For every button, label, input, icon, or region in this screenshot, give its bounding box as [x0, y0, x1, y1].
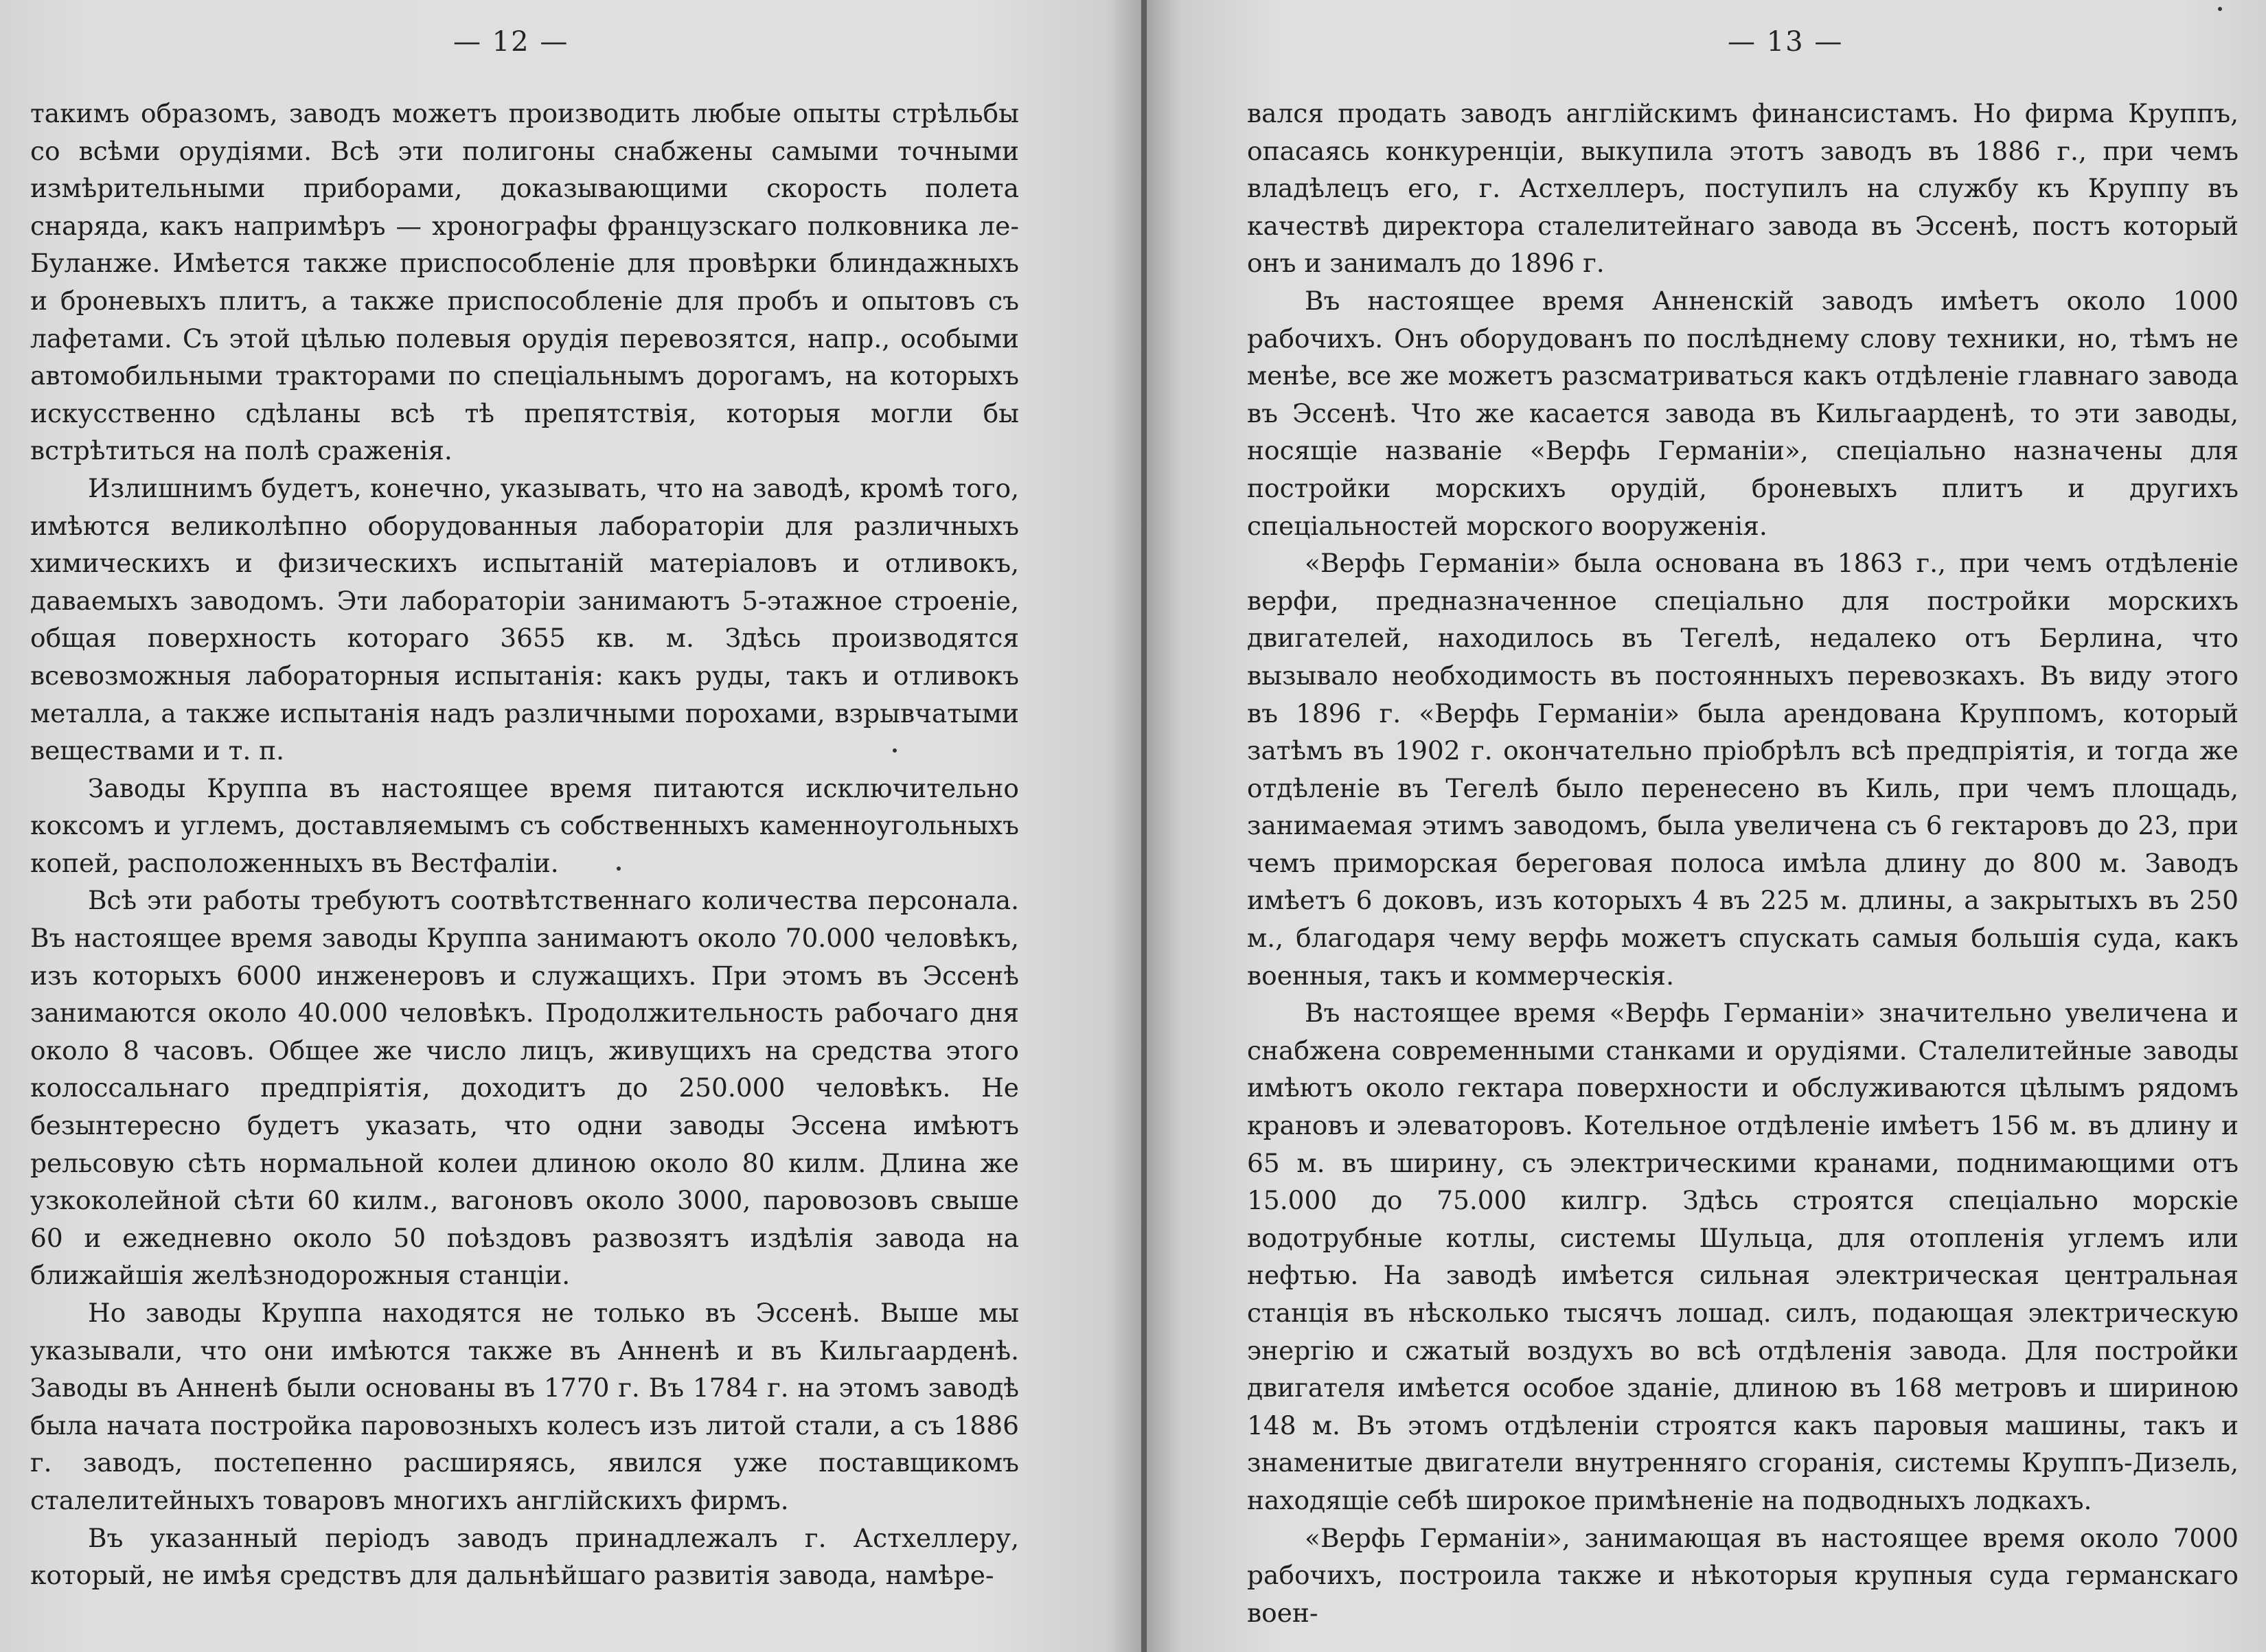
- paragraph: «Верфь Германіи» была основана въ 1863 г., при чемъ отдѣленіе верфи, предназначенное спеціально для постройки морскихъ двигателей, находилось въ Тегелѣ, недалеко отъ Берлина, что вызывало необходимость въ постоянныхъ перевозкахъ. Въ виду этого въ 1896 г. «Верфь Германіи» была арендована Круппомъ, который затѣмъ въ 1902 г. окончательно пріобрѣлъ всѣ предпріятія, и тогда же отдѣленіе въ Тегелѣ было перенесено въ Киль, при чемъ площадь, занимаемая этимъ заводомъ, была увеличена съ 6 гектаровъ до 23, при чемъ приморская береговая полоса имѣла длину до 800 м. Заводъ имѣетъ 6 доковъ, изъ которыхъ 4 въ 225 м. длины, а закрытыхъ въ 250 м., благодаря чему верфь можетъ спускать самыя большія суда, какъ военныя, такъ и коммерческія.: [1247, 548, 2239, 991]
- book-gutter: [1141, 0, 1147, 1652]
- paragraph: Но заводы Круппа находятся не только въ Эссенѣ. Выше мы указывали, что они имѣются также въ Анненѣ и въ Кильгаарденѣ. Заводы въ Анненѣ были основаны въ 1770 г. Въ 1784 г. на этомъ заводѣ была начата постройка паровозныхъ колесъ изъ литой стали, а съ 1886 г. заводъ, постепенно расширяясь, явился уже поставщикомъ сталелитейныхъ товаровъ многихъ англійскихъ фирмъ.: [30, 1298, 1019, 1515]
- page-text: [30, 95, 1019, 1594]
- print-speck: [617, 867, 621, 871]
- paragraph: Всѣ эти работы требуютъ соотвѣтственнаго количества персонала. Въ настоящее время заводы Круппа занимаютъ около 70.000 человѣкъ, изъ которыхъ 6000 инженеровъ и служащихъ. При этомъ въ Эссенѣ занимаются около 40.000 человѣкъ. Продолжительность рабочаго дня около 8 часовъ. Общее же число лицъ, живущихъ на средства этого колоссальнаго предпріятія, доходитъ до 250.000 человѣкъ. Не безынтересно будетъ указать, что одни заводы Эссена имѣютъ рельсовую сѣть нормальной колеи длиною около 80 килм. Длина же узкоколейной сѣти 60 килм., вагоновъ около 3000, паровозовъ свыше 60 и ежедневно около 50 поѣздовъ развозятъ издѣлія завода на ближайшія желѣзнодорожныя станціи.: [30, 885, 1019, 1291]
- paragraph: вался продать заводъ англійскимъ финансистамъ. Но фирма Круппъ, опасаясь конкуренціи, выкупила этотъ заводъ въ 1886 г., при чемъ владѣлецъ его, г. Астхеллеръ, поступилъ на службу къ Круппу въ качествѣ директора сталелитейнаго завода въ Эссенѣ, постъ который онъ и занималъ до 1896 г.: [1247, 98, 2239, 279]
- print-speck: [893, 748, 897, 753]
- paragraph: Въ настоящее время «Верфь Германіи» значительно увеличена и снабжена современными станками и орудіями. Сталелитейные заводы имѣютъ около гектара поверхности и обслуживаются цѣлымъ рядомъ крановъ и элеваторовъ. Котельное отдѣленіе имѣетъ 156 м. въ длину и 65 м. въ ширину, съ электрическими кранами, поднимающими отъ 15.000 до 75.000 килгр. Здѣсь строятся спеціально морскіе водотрубные котлы, системы Шульца, для отопленія углемъ или нефтью. На заводѣ имѣется сильная электрическая центральная станція въ нѣсколько тысячъ лошад. силъ, подающая электрическую энергію и сжатый воздухъ во всѣ отдѣленія завода. Для постройки двигателя имѣется особое зданіе, длиною въ 168 метровъ и шириною 148 м. Въ этомъ отдѣленіи строятся какъ паровыя машины, такъ и знаменитые двигатели внутренняго сгоранія, системы Круппъ-Дизель, находящіе себѣ широкое примѣненіе на подводныхъ лодкахъ.: [1247, 998, 2239, 1515]
- page-number: — 13 —: [1728, 26, 1844, 58]
- paragraph: Въ указанный періодъ заводъ принадлежалъ г. Астхеллеру, который, не имѣя средствъ для дальнѣйшаго развитія завода, намѣре-: [30, 1522, 1019, 1591]
- paragraph: «Верфь Германіи», занимающая въ настоящее время около 7000 рабочихъ, построила также и нѣкоторыя крупныя суда германскаго воен-: [1247, 1522, 2239, 1628]
- paragraph: такимъ образомъ, заводъ можетъ производить любые опыты стрѣльбы со всѣми орудіями. Всѣ эти полигоны снабжены самыми точными измѣрительными приборами, доказывающими скорость полета снаряда, какъ напримѣръ — хронографы французскаго полковника ле-Буланже. Имѣется также приспособленіе для провѣрки блиндажныхъ и броневыхъ плитъ, а также приспособленіе для пробъ и опытовъ съ лафетами. Съ этой цѣлью полевыя орудія перевозятся, напр., особыми автомобильными тракторами по спеціальнымъ дорогамъ, на которыхъ искусственно сдѣланы всѣ тѣ препятствія, которыя могли бы встрѣтиться на полѣ сраженія.: [30, 98, 1019, 466]
- right-page: [1147, 0, 2266, 1652]
- paragraph: Въ настоящее время Анненскій заводъ имѣетъ около 1000 рабочихъ. Онъ оборудованъ по послѣднему слову техники, но, тѣмъ не менѣе, все же можетъ разсматриваться какъ отдѣленіе главнаго завода въ Эссенѣ. Что же касается завода въ Кильгаарденѣ, то эти заводы, носящіе названіе «Верфь Германіи», спеціально назначены для постройки морскихъ орудій, броневыхъ плитъ и другихъ спеціальностей морского вооруженія.: [1247, 285, 2239, 541]
- print-speck: [2218, 7, 2222, 11]
- page-text: [1247, 95, 2239, 1631]
- paragraph: Заводы Круппа въ настоящее время питаются исключительно коксомъ и углемъ, доставляемымъ съ собственныхъ каменноугольныхъ копей, расположенныхъ въ Вестфаліи.: [30, 772, 1019, 878]
- paragraph: Излишнимъ будетъ, конечно, указывать, что на заводѣ, кромѣ того, имѣются великолѣпно оборудованныя лабораторіи для различныхъ химическихъ и физическихъ испытаній матеріаловъ и отливокъ, даваемыхъ заводомъ. Эти лабораторіи занимаютъ 5-этажное строеніе, общая поверхность котораго 3655 кв. м. Здѣсь производятся всевозможныя лабораторныя испытанія: какъ руды, такъ и отливокъ металла, а также испытанія надъ различными порохами, взрывчатыми веществами и т. п.: [30, 472, 1019, 766]
- page-number: — 12 —: [453, 26, 569, 58]
